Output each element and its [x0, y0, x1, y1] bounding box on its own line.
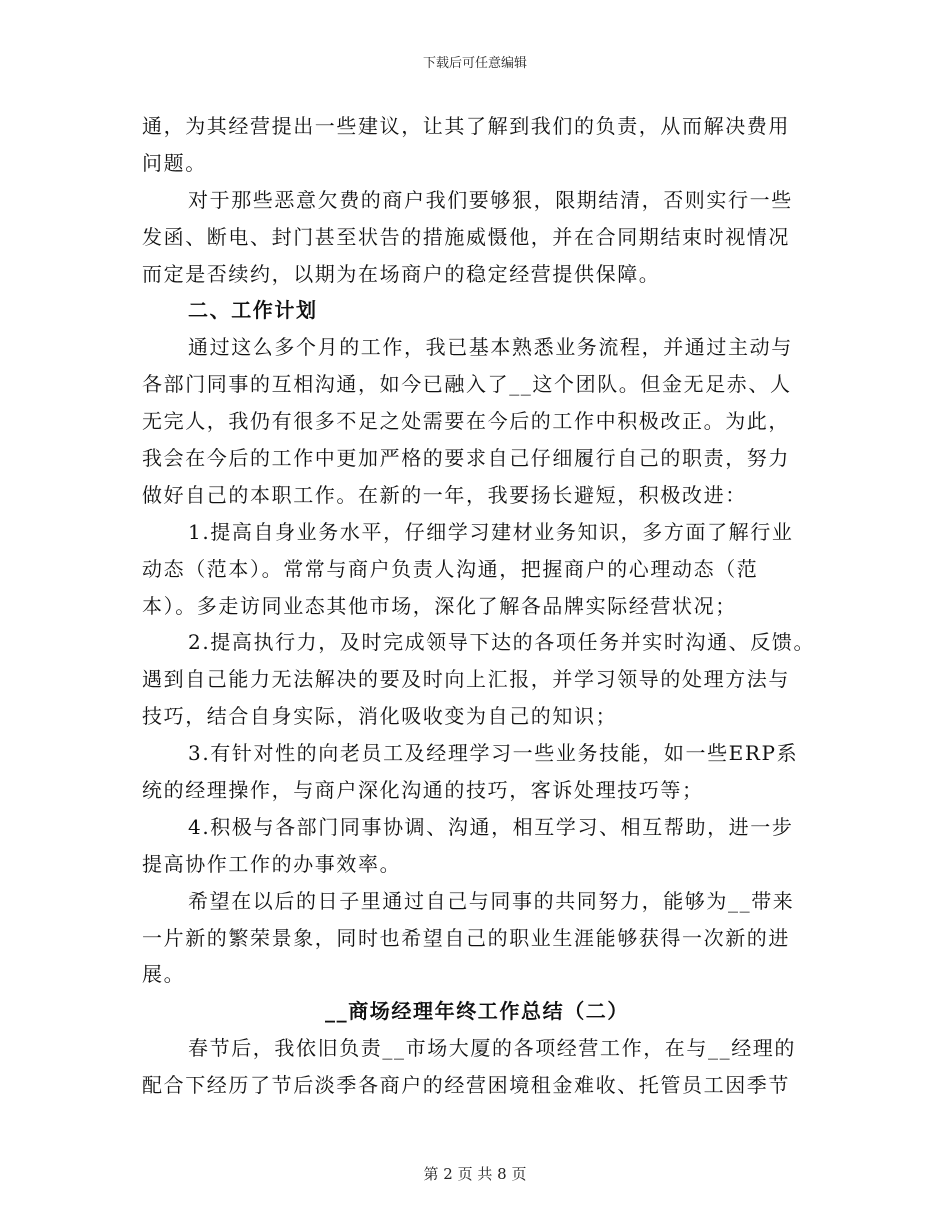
body-line: 无完人，我仍有很多不足之处需要在今后的工作中积极改正。为此，: [142, 409, 790, 434]
body-line: 各部门同事的互相沟通，如今已融入了__这个团队。但金无足赤、人: [142, 372, 792, 397]
body-line: 通，为其经营提出一些建议，让其了解到我们的负责，从而解决费用: [142, 114, 790, 138]
body-line: 通过这么多个月的工作，我已基本熟悉业务流程，并通过主动与: [188, 335, 793, 360]
body-line: 对于那些恶意欠费的商户我们要够狠，限期结清，否则实行一些: [188, 187, 793, 212]
body-line: 而定是否续约，以期为在场商户的稳定经营提供保障。: [142, 261, 661, 286]
body-line: 动态（范本）。常常与商户负责人沟通，把握商户的心理动态（范: [142, 556, 759, 581]
body-line: 展。: [142, 962, 186, 987]
body-line: 一片新的繁荣景象，同时也希望自己的职业生涯能够获得一次新的进: [142, 925, 790, 950]
body-line: 我会在今后的工作中更加严格的要求自己仔细履行自己的职责，努力: [142, 446, 790, 471]
document-title: __商场经理年终工作总结（二）: [325, 999, 629, 1024]
body-line: 统的经理操作，与商户深化沟通的技巧，客诉处理技巧等；: [142, 778, 704, 803]
body-line: 希望在以后的日子里通过自己与同事的共同努力，能够为__带来: [188, 888, 795, 913]
list-item: 4.积极与各部门同事协调、沟通，相互学习、相互帮助，进一步: [188, 814, 794, 839]
body-line: 本）。多走访同业态其他市场，深化了解各品牌实际经营状况；: [142, 593, 737, 618]
body-line: 提高协作工作的办事效率。: [142, 851, 402, 876]
body-line: 遇到自己能力无法解决的要及时向上汇报，并学习领导的处理方法与: [142, 667, 790, 692]
list-item: 2.提高执行力，及时完成领导下达的各项任务并实时沟通、反馈。: [188, 630, 816, 655]
list-item: 1.提高自身业务水平，仔细学习建材业务知识，多方面了解行业: [188, 519, 794, 544]
page-header: 下载后可任意编辑: [422, 56, 527, 71]
section-heading: 二、工作计划: [188, 298, 318, 323]
body-line: 技巧，结合自身实际，消化吸收变为自己的知识；: [142, 704, 618, 729]
body-line: 问题。: [142, 150, 207, 175]
document-body: [142, 108, 816, 1104]
body-line: 春节后，我依旧负责__市场大厦的各项经营工作，在与__经理的: [188, 1036, 796, 1061]
body-line: 发函、断电、封门甚至状告的措施威慑他，并在合同期结束时视情况: [142, 224, 790, 249]
body-line: 配合下经历了节后淡季各商户的经营困境租金难收、托管员工因季节: [142, 1073, 790, 1098]
list-item: 3.有针对性的向老员工及经理学习一些业务技能，如一些ERP系: [188, 741, 799, 766]
body-line: 做好自己的本职工作。在新的一年，我要扬长避短，积极改进：: [142, 482, 747, 507]
page-number: 第 2 页 共 8 页: [423, 1165, 527, 1183]
